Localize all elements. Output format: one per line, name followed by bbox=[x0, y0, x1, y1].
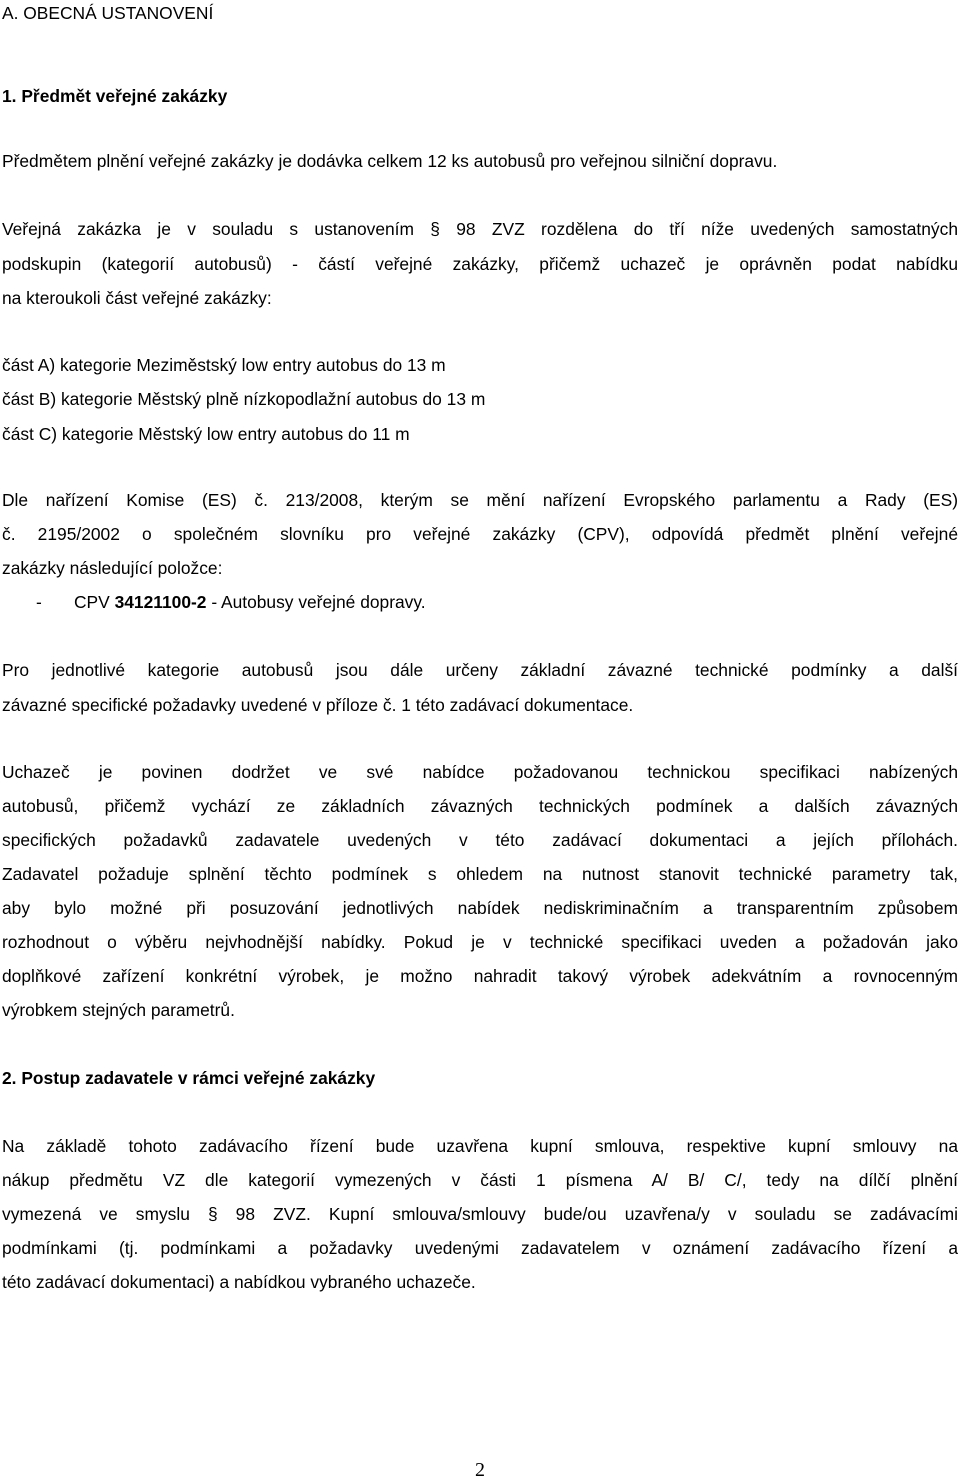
paragraph-line: zakázky následující položce: bbox=[2, 558, 223, 578]
cpv-prefix: CPV bbox=[74, 592, 115, 612]
paragraph-line: Pro jednotlivé kategorie autobusů jsou dále určeny základní závazné technické podmínky a další bbox=[2, 660, 958, 680]
paragraph-line: doplňkové zařízení konkrétní výrobek, je možno nahradit takový výrobek adekvátním a rovnocenným bbox=[2, 966, 958, 986]
cpv-description: - Autobusy veřejné dopravy. bbox=[206, 592, 426, 612]
paragraph-line: na kteroukoli část veřejné zakázky: bbox=[2, 288, 272, 308]
paragraph-line: Na základě tohoto zadávacího řízení bude uzavřena kupní smlouva, respektive kupní smlouvy na bbox=[2, 1136, 958, 1156]
paragraph-line: rozhodnout o výběru nejvhodnější nabídky. Pokud je v technické specifikaci uveden a požadován jako bbox=[2, 932, 958, 952]
section-heading: A. OBECNÁ USTANOVENÍ bbox=[2, 3, 214, 23]
subsection-heading-1: 1. Předmět veřejné zakázky bbox=[2, 86, 228, 106]
paragraph-line: vymezená ve smyslu § 98 ZVZ. Kupní smlouva/smlouvy bude/ou uzavřena/y v souladu se zadávacími bbox=[2, 1204, 958, 1224]
list-item: část C) kategorie Městský low entry autobus do 11 m bbox=[2, 424, 410, 444]
paragraph-line: podmínkami (tj. podmínkami a požadavky uvedenými zadavatelem v oznámení zadávacího řízení a bbox=[2, 1238, 958, 1258]
paragraph-line: závazné specifické požadavky uvedené v příloze č. 1 této zadávací dokumentace. bbox=[2, 695, 634, 715]
paragraph-line: této zadávací dokumentaci) a nabídkou vybraného uchazeče. bbox=[2, 1272, 476, 1292]
paragraph-line: Veřejná zakázka je v souladu s ustanovením § 98 ZVZ rozdělena do tří níže uvedených samostatných bbox=[2, 219, 958, 239]
paragraph-line: podskupin (kategorií autobusů) - částí veřejné zakázky, přičemž uchazeč je oprávněn podat nabídku bbox=[2, 254, 958, 274]
paragraph-line: Zadavatel požaduje splnění těchto podmínek s ohledem na nutnost stanovit technické parametry tak, bbox=[2, 864, 958, 884]
list-item: část B) kategorie Městský plně nízkopodlažní autobus do 13 m bbox=[2, 389, 486, 409]
subsection-heading-2: 2. Postup zadavatele v rámci veřejné zakázky bbox=[2, 1068, 376, 1088]
cpv-code: 34121100-2 bbox=[114, 592, 207, 612]
paragraph-line: nákup předmětu VZ dle kategorií vymezených v části 1 písmena A/ B/ C/, tedy na dílčí plnění bbox=[2, 1170, 958, 1190]
list-item: část A) kategorie Meziměstský low entry autobus do 13 m bbox=[2, 355, 446, 375]
list-dash: - bbox=[36, 592, 42, 612]
paragraph-line: č. 2195/2002 o společném slovníku pro veřejné zakázky (CPV), odpovídá předmět plnění veřejné bbox=[2, 524, 958, 544]
page-number: 2 bbox=[475, 1459, 485, 1481]
paragraph-line: Uchazeč je povinen dodržet ve své nabídce požadovanou technickou specifikaci nabízených bbox=[2, 762, 958, 782]
paragraph-line: výrobkem stejných parametrů. bbox=[2, 1000, 235, 1020]
paragraph-line: specifických požadavků zadavatele uvedených v této zadávací dokumentaci a jejích přílohách. bbox=[2, 830, 958, 850]
paragraph-line: autobusů, přičemž vychází ze základních závazných technických podmínek a dalších závazných bbox=[2, 796, 958, 816]
paragraph-subject: Předmětem plnění veřejné zakázky je dodávka celkem 12 ks autobusů pro veřejnou silniční dopravu. bbox=[2, 151, 778, 171]
paragraph-line: aby bylo možné při posuzování jednotlivých nabídek nediskriminačním a transparentním způsobem bbox=[2, 898, 958, 918]
paragraph-line: Dle nařízení Komise (ES) č. 213/2008, kterým se mění nařízení Evropského parlamentu a Rady (ES) bbox=[2, 490, 958, 510]
